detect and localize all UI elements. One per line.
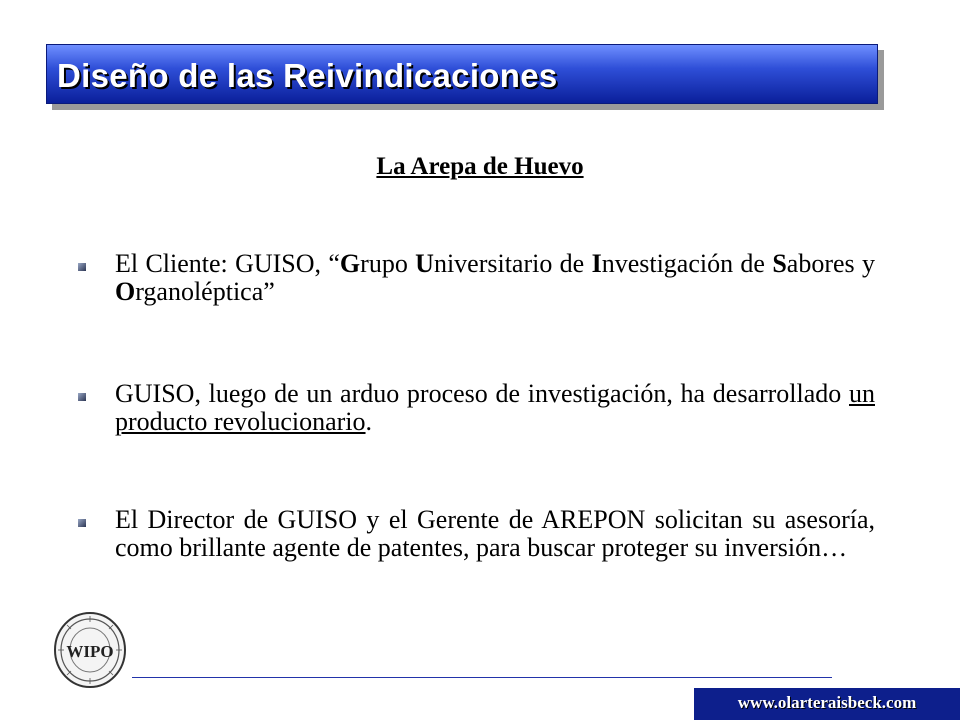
bullet-square-icon — [78, 393, 86, 401]
footer-url[interactable]: www.olarteraisbeck.com — [737, 693, 917, 712]
title-panel — [46, 44, 878, 104]
underlined-phrase: un producto revolucionario — [115, 379, 875, 436]
bullet-text: El Cliente: GUISO, “Grupo Universitario de Investigación de Sabores y Organoléptica” — [115, 249, 875, 306]
bullet-square-icon — [78, 519, 86, 527]
footer-divider — [132, 677, 832, 678]
slide-title: Diseño de las Reivindicaciones — [57, 57, 558, 94]
wipo-seal-icon — [52, 610, 128, 690]
bullet-text: GUISO, luego de un arduo proceso de investigación, ha desarrollado un producto revolucionario. — [115, 379, 875, 436]
bullet-square-icon — [78, 263, 86, 271]
logo-text: WIPO — [66, 642, 114, 661]
slide-subtitle — [0, 153, 960, 181]
slide-title-bar — [46, 44, 884, 110]
footer-url-box[interactable] — [694, 688, 960, 720]
bullet-text: El Director de GUISO y el Gerente de AREPON solicitan su asesoría, como brillante agente de patentes, para buscar proteger su inversión… — [115, 505, 875, 562]
subtitle-text: La Arepa de Huevo — [376, 153, 584, 180]
